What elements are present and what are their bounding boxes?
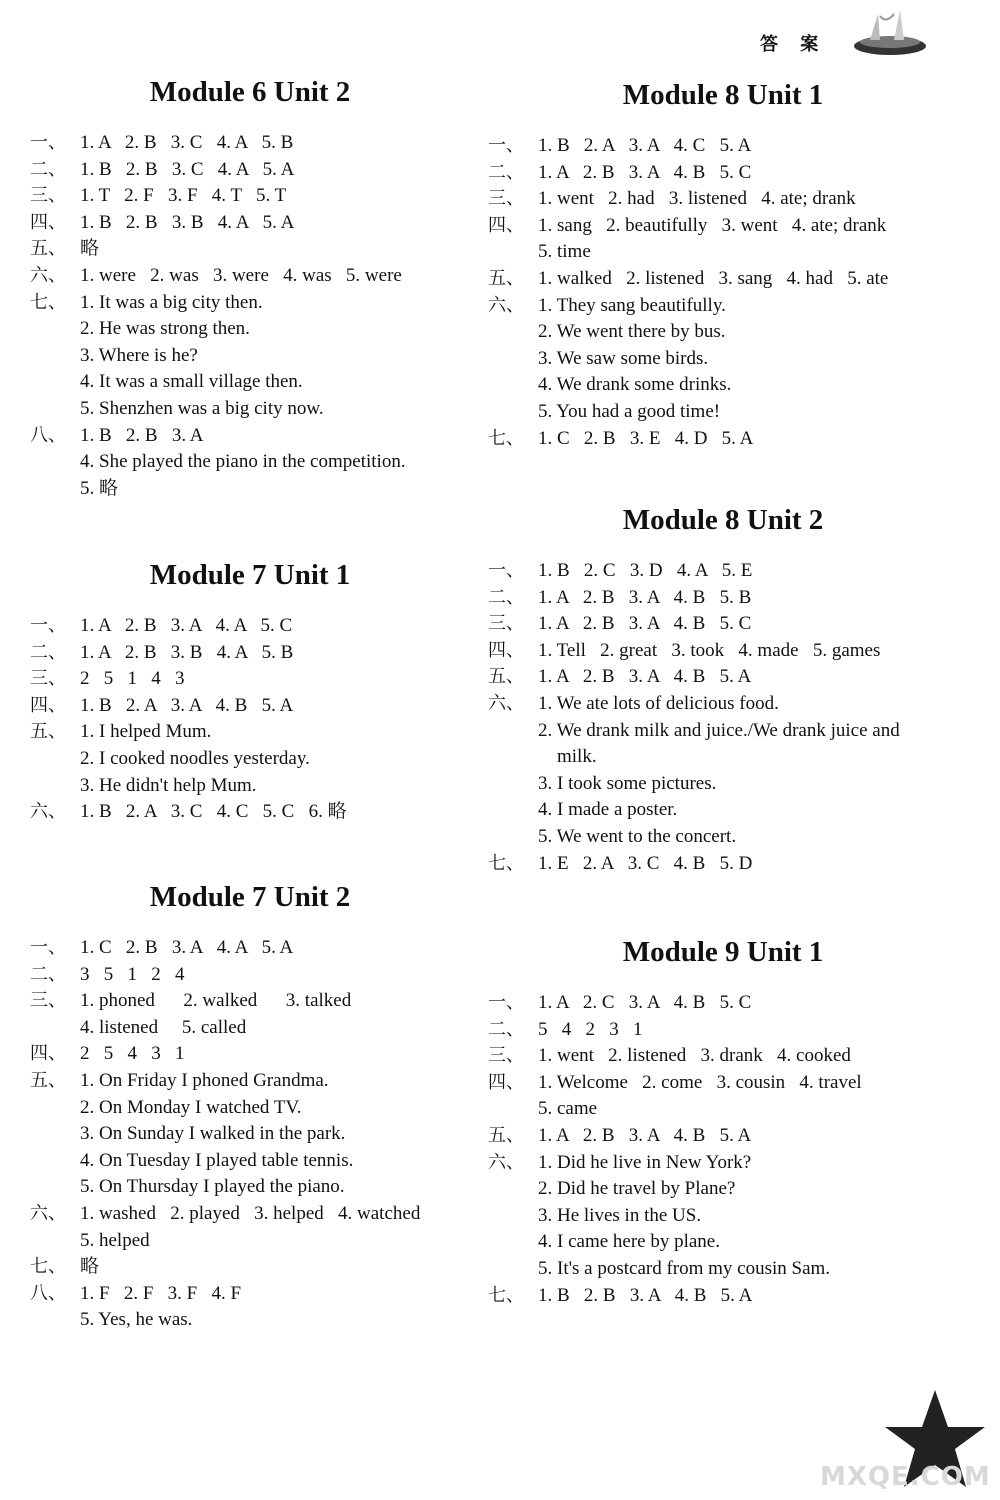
answer-line: [30, 773, 470, 800]
answer-text: 1. A 2. B 3. A 4. B 5. A: [538, 1124, 752, 1146]
answer-text: 4. I came here by plane.: [538, 1231, 720, 1253]
section-title: Module 8 Unit 1: [622, 79, 824, 111]
answer-text: 5. 略: [80, 477, 119, 499]
question-number: 七、: [30, 1256, 66, 1278]
question-number: [488, 824, 538, 851]
question-number: 五、: [488, 1124, 524, 1146]
section-title: Module 7 Unit 1: [149, 559, 351, 591]
answer-text: 5. time: [538, 241, 591, 263]
question-number: [30, 1095, 80, 1122]
answer-text: 2 5 1 4 3: [80, 668, 185, 690]
question-number: 五、: [30, 721, 66, 743]
answer-line: [488, 990, 958, 1017]
answer-list: [488, 990, 958, 1309]
question-number: [488, 319, 538, 346]
question-number: [30, 1148, 80, 1175]
section-title: Module 6 Unit 2: [149, 76, 351, 108]
answer-line: [488, 1070, 958, 1097]
answer-text: 1. A 2. B 3. B 4. A 5. B: [80, 641, 294, 663]
question-number: 五、: [488, 666, 524, 688]
answer-list: [488, 133, 958, 452]
question-number: [488, 744, 538, 771]
answer-text: 3. He didn't help Mum.: [80, 774, 257, 796]
question-number: 八、: [30, 424, 66, 446]
answer-line: [488, 1123, 958, 1150]
question-number: 四、: [488, 1071, 524, 1093]
module-6-unit-2: [30, 72, 470, 502]
answer-line: [488, 293, 958, 320]
answer-text: 1. A 2. B 3. A 4. A 5. C: [80, 615, 293, 636]
question-number: 三、: [488, 613, 524, 635]
answer-line: [30, 396, 470, 423]
answer-text: 1. went 2. had 3. listened 4. ate; drank: [538, 188, 856, 210]
answer-line: [488, 1096, 958, 1123]
answer-text: 4. She played the piano in the competition.: [80, 451, 406, 473]
answer-text: 2. On Monday I watched TV.: [80, 1096, 302, 1118]
answer-text: 1. B 2. B 3. C 4. A 5. A: [80, 158, 295, 180]
question-number: 四、: [488, 639, 524, 661]
answer-line: [30, 1201, 470, 1228]
answer-list: [30, 613, 470, 826]
question-number: 二、: [30, 158, 66, 180]
answer-text: 1. A 2. B 3. A 4. B 5. C: [538, 161, 752, 183]
answer-line: [30, 1148, 470, 1175]
answer-text: 1. B 2. A 3. A 4. C 5. A: [538, 135, 752, 156]
question-number: [488, 1203, 538, 1230]
module-8-unit-2: [488, 500, 958, 877]
answer-text: 4. listened 5. called: [80, 1016, 247, 1038]
question-number: 一、: [30, 132, 66, 153]
answer-line: [488, 319, 958, 346]
answer-text: 1. F 2. F 3. F 4. F: [80, 1282, 242, 1304]
question-number: 七、: [488, 1284, 524, 1306]
question-number: 五、: [30, 1069, 66, 1091]
section-title: Module 7 Unit 2: [149, 881, 351, 913]
answer-line: [488, 372, 958, 399]
question-number: 一、: [30, 615, 66, 636]
answer-text: 1. sang 2. beautifully 3. went 4. ate; drank: [538, 214, 887, 236]
answer-line: [30, 1095, 470, 1122]
answer-text: 3. I took some pictures.: [538, 772, 717, 794]
answer-text: 1. washed 2. played 3. helped 4. watched: [80, 1202, 421, 1224]
answer-text: 5. On Thursday I played the piano.: [80, 1176, 345, 1198]
answer-line: [30, 369, 470, 396]
answer-line: [30, 1015, 470, 1042]
answer-text: 1. walked 2. listened 3. sang 4. had 5. ate: [538, 267, 889, 289]
question-number: [30, 1228, 80, 1255]
answer-line: [30, 210, 470, 237]
answer-text: 5. We went to the concert.: [538, 825, 737, 847]
answer-line: [30, 640, 470, 667]
answer-line: [488, 239, 958, 266]
answer-text: 3 5 1 2 4: [80, 963, 185, 985]
question-number: [30, 369, 80, 396]
answer-text: 1. They sang beautifully.: [538, 294, 726, 316]
answer-line: [30, 130, 470, 157]
answer-line: [30, 666, 470, 693]
answer-text: 1. C 2. B 3. A 4. A 5. A: [80, 937, 294, 958]
module-7-unit-1: [30, 555, 470, 826]
answer-text: 1. B 2. B 3. B 4. A 5. A: [80, 211, 295, 233]
answer-line: [30, 935, 470, 962]
answer-line: [30, 1068, 470, 1095]
question-number: 七、: [488, 427, 524, 449]
answer-text: 4. On Tuesday I played table tennis.: [80, 1149, 354, 1171]
answer-text: 1. C 2. B 3. E 4. D 5. A: [538, 427, 754, 449]
answer-text: 1. B 2. C 3. D 4. A 5. E: [538, 560, 753, 581]
answer-text: 2. Did he travel by Plane?: [538, 1178, 736, 1200]
answer-line: [30, 1228, 470, 1255]
answer-text: 1. B 2. A 3. C 4. C 5. C 6. 略: [80, 801, 347, 823]
answer-text: 1. It was a big city then.: [80, 291, 263, 313]
answer-text: 5. came: [538, 1098, 598, 1120]
answer-text: 2. We drank milk and juice./We drank juice and: [538, 719, 900, 741]
answer-line: [488, 346, 958, 373]
answer-text: 1. B 2. B 3. A 4. B 5. A: [538, 1284, 753, 1306]
answer-text: 1. On Friday I phoned Grandma.: [80, 1069, 329, 1091]
answer-text: 1. were 2. was 3. were 4. was 5. were: [80, 264, 402, 286]
question-number: 二、: [488, 586, 524, 608]
answer-line: [488, 1283, 958, 1310]
answer-text: 1. Did he live in New York?: [538, 1151, 752, 1173]
answer-line: [30, 988, 470, 1015]
answer-text: 2. He was strong then.: [80, 318, 250, 340]
question-number: 七、: [488, 852, 524, 874]
answer-line: [488, 638, 958, 665]
answer-line: [488, 186, 958, 213]
answer-line: [30, 343, 470, 370]
answer-line: [30, 157, 470, 184]
question-number: 三、: [488, 1045, 524, 1067]
answer-line: [30, 719, 470, 746]
ship-logo-icon: [850, 6, 930, 58]
question-number: 五、: [30, 238, 66, 260]
question-number: 三、: [488, 188, 524, 210]
question-number: [488, 797, 538, 824]
answer-text: 1. A 2. C 3. A 4. B 5. C: [538, 992, 752, 1013]
answer-text: 4. I made a poster.: [538, 799, 678, 821]
question-number: 六、: [30, 264, 66, 286]
question-number: 一、: [488, 992, 524, 1013]
answer-text: 1. A 2. B 3. A 4. B 5. A: [538, 666, 752, 688]
question-number: [488, 1229, 538, 1256]
answer-list: [30, 130, 470, 502]
answer-line: [488, 1203, 958, 1230]
question-number: 六、: [488, 692, 524, 714]
answer-text: 4. It was a small village then.: [80, 371, 303, 393]
answer-line: [30, 1307, 470, 1334]
question-number: 二、: [30, 641, 66, 663]
answer-text: 2. I cooked noodles yesterday.: [80, 747, 310, 769]
question-number: [30, 396, 80, 423]
question-number: 一、: [30, 937, 66, 958]
question-number: 六、: [30, 1202, 66, 1224]
answer-line: [30, 423, 470, 450]
answer-line: [488, 1043, 958, 1070]
answer-text: 5. Yes, he was.: [80, 1309, 193, 1331]
question-number: 四、: [30, 694, 66, 716]
answer-line: [488, 1150, 958, 1177]
answer-line: [30, 1041, 470, 1068]
question-number: [30, 1307, 80, 1334]
answer-text: 1. A 2. B 3. A 4. B 5. B: [538, 586, 752, 608]
answer-text: 3. We saw some birds.: [538, 347, 709, 369]
question-number: 六、: [488, 294, 524, 316]
question-number: 四、: [488, 214, 524, 236]
answer-line: [30, 1254, 470, 1281]
question-number: [30, 1015, 80, 1042]
answer-line: [488, 160, 958, 187]
question-number: 五、: [488, 267, 524, 289]
answer-list: [488, 558, 958, 877]
answer-text: 5. It's a postcard from my cousin Sam.: [538, 1257, 831, 1279]
question-number: 二、: [488, 161, 524, 183]
answer-line: [30, 1121, 470, 1148]
answer-line: [488, 771, 958, 798]
answer-text: 5. Shenzhen was a big city now.: [80, 397, 324, 419]
answer-line: [30, 316, 470, 343]
question-number: [30, 476, 80, 503]
answer-line: [30, 1281, 470, 1308]
question-number: [488, 372, 538, 399]
answer-text: milk.: [538, 746, 597, 768]
answer-text: 5. helped: [80, 1229, 150, 1251]
question-number: [488, 1096, 538, 1123]
answer-line: [30, 613, 470, 640]
answer-line: [488, 611, 958, 638]
question-number: [488, 346, 538, 373]
answer-line: [30, 476, 470, 503]
module-9-unit-1: [488, 932, 958, 1309]
question-number: [30, 343, 80, 370]
question-number: [30, 316, 80, 343]
header-label: 答 案: [760, 34, 827, 55]
question-number: 七、: [30, 291, 66, 313]
answer-line: [488, 718, 958, 745]
answer-list: [30, 935, 470, 1334]
answer-line: [488, 824, 958, 851]
answer-line: [488, 1256, 958, 1283]
answer-text: 3. Where is he?: [80, 344, 198, 366]
answer-line: [488, 797, 958, 824]
module-7-unit-2: [30, 877, 470, 1334]
answer-line: [30, 263, 470, 290]
answer-line: [488, 744, 958, 771]
question-number: 一、: [488, 560, 524, 581]
answer-line: [488, 133, 958, 160]
question-number: 六、: [30, 801, 66, 823]
section-title: Module 9 Unit 1: [622, 936, 824, 968]
module-8-unit-1: [488, 75, 958, 452]
question-number: 六、: [488, 1151, 524, 1173]
answer-text: 1. A 2. B 3. A 4. B 5. C: [538, 613, 752, 635]
question-number: [30, 449, 80, 476]
question-number: 三、: [30, 990, 66, 1012]
answer-line: [30, 183, 470, 210]
watermark-text: MXQE.COM: [820, 1462, 991, 1492]
answer-line: [30, 799, 470, 826]
answer-line: [30, 236, 470, 263]
answer-line: [488, 1229, 958, 1256]
question-number: 二、: [30, 963, 66, 985]
answer-text: 1. T 2. F 3. F 4. T 5. T: [80, 185, 287, 207]
question-number: [30, 773, 80, 800]
answer-line: [30, 746, 470, 773]
answer-line: [488, 585, 958, 612]
question-number: [488, 771, 538, 798]
answer-text: 1. Tell 2. great 3. took 4. made 5. games: [538, 639, 881, 661]
answer-text: 2 5 4 3 1: [80, 1043, 185, 1065]
question-number: [488, 399, 538, 426]
question-number: [488, 239, 538, 266]
answer-text: 1. phoned 2. walked 3. talked: [80, 990, 352, 1012]
answer-text: 3. On Sunday I walked in the park.: [80, 1123, 346, 1145]
answer-line: [30, 693, 470, 720]
question-number: 三、: [30, 668, 66, 690]
question-number: [488, 718, 538, 745]
answer-line: [30, 290, 470, 317]
answer-line: [30, 962, 470, 989]
answer-text: 5 4 2 3 1: [538, 1018, 643, 1040]
answer-line: [488, 1176, 958, 1203]
answer-line: [488, 664, 958, 691]
answer-text: 1. We ate lots of delicious food.: [538, 692, 779, 714]
answer-text: 略: [80, 238, 100, 260]
answer-text: 1. E 2. A 3. C 4. B 5. D: [538, 852, 753, 874]
question-number: [30, 746, 80, 773]
answer-text: 1. B 2. A 3. A 4. B 5. A: [80, 694, 294, 716]
question-number: 三、: [30, 185, 66, 207]
answer-line: [488, 399, 958, 426]
answer-text: 5. You had a good time!: [538, 400, 721, 422]
answer-text: 1. B 2. B 3. A: [80, 424, 204, 446]
answer-line: [488, 426, 958, 453]
answer-line: [30, 1174, 470, 1201]
answer-text: 1. went 2. listened 3. drank 4. cooked: [538, 1045, 851, 1067]
answer-text: 4. We drank some drinks.: [538, 374, 732, 396]
question-number: 八、: [30, 1282, 66, 1304]
answer-line: [488, 851, 958, 878]
answer-line: [488, 1017, 958, 1044]
answer-text: 1. Welcome 2. come 3. cousin 4. travel: [538, 1071, 862, 1093]
section-title: Module 8 Unit 2: [622, 504, 824, 536]
answer-text: 2. We went there by bus.: [538, 321, 726, 343]
answer-line: [488, 213, 958, 240]
answer-text: 略: [80, 1256, 100, 1278]
question-number: [488, 1176, 538, 1203]
answer-line: [488, 266, 958, 293]
answer-text: 1. I helped Mum.: [80, 721, 212, 743]
answer-line: [30, 449, 470, 476]
answer-line: [488, 558, 958, 585]
answer-text: 1. A 2. B 3. C 4. A 5. B: [80, 132, 294, 153]
question-number: [488, 1256, 538, 1283]
question-number: [30, 1174, 80, 1201]
question-number: [30, 1121, 80, 1148]
question-number: 四、: [30, 211, 66, 233]
question-number: 四、: [30, 1043, 66, 1065]
question-number: 一、: [488, 135, 524, 156]
answer-text: 3. He lives in the US.: [538, 1204, 702, 1226]
answer-line: [488, 691, 958, 718]
question-number: 二、: [488, 1018, 524, 1040]
